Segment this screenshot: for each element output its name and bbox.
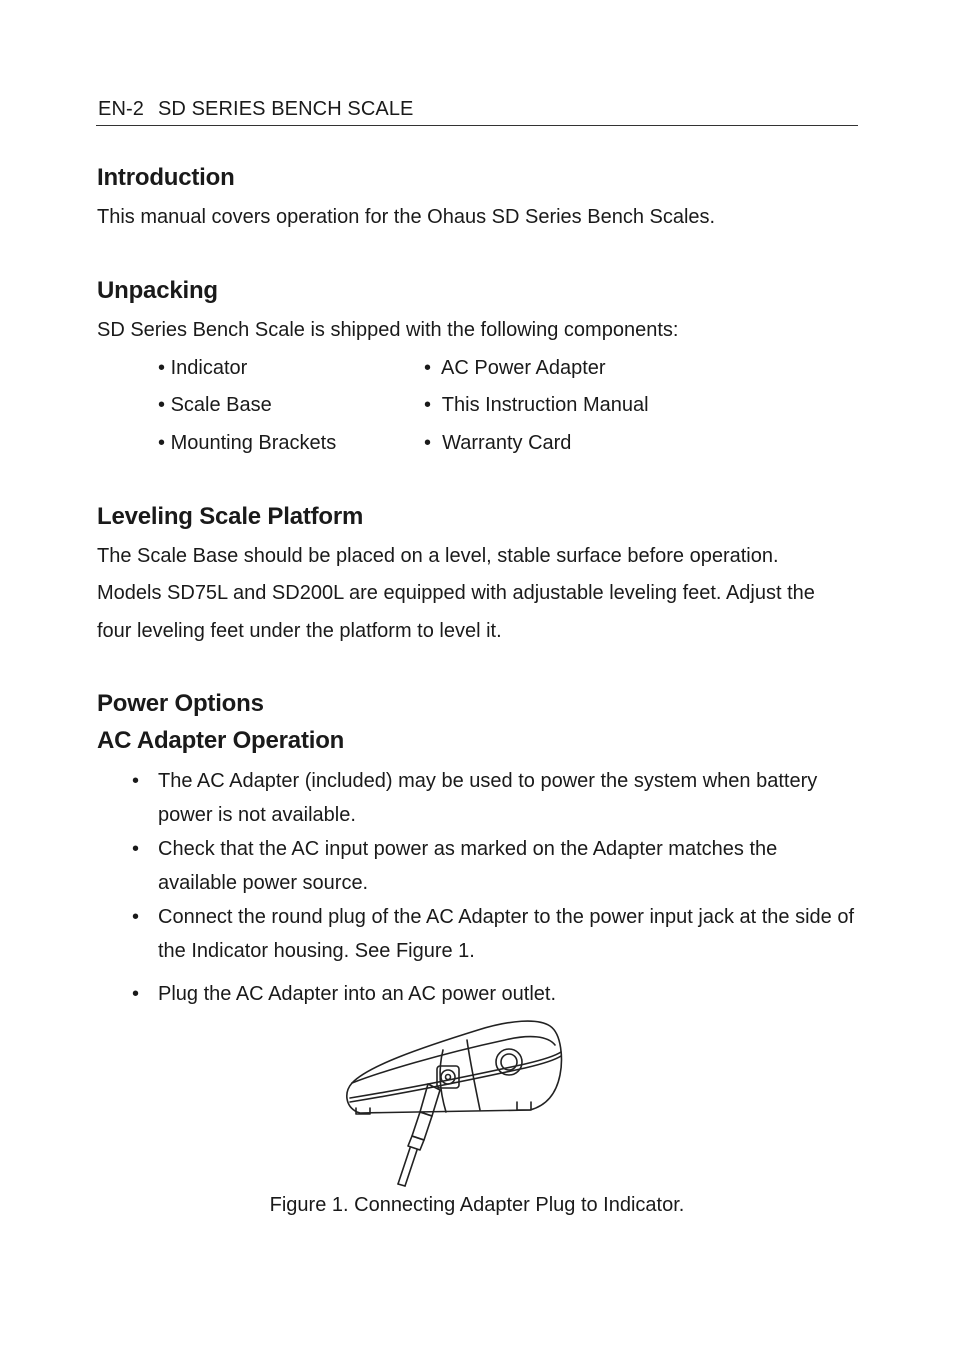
- bullet-text: the Indicator housing. See Figure 1.: [158, 940, 475, 962]
- heading-ac-adapter-operation: AC Adapter Operation: [97, 727, 345, 754]
- heading-unpacking: Unpacking: [97, 277, 218, 304]
- heading-leveling: Leveling Scale Platform: [97, 503, 364, 530]
- bullet: •: [132, 838, 140, 860]
- introduction-text: This manual covers operation for the Ohaus SD Series Bench Scales.: [97, 206, 716, 228]
- leveling-text-line: The Scale Base should be placed on a level, stable surface before operation.: [97, 545, 779, 567]
- leveling-text-line: four leveling feet under the platform to level it.: [97, 620, 502, 642]
- list-item: • Indicator: [158, 357, 248, 379]
- bullet: •: [132, 906, 140, 928]
- unpacking-text: SD Series Bench Scale is shipped with the following components:: [97, 319, 679, 341]
- list-item: • Warranty Card: [424, 432, 572, 454]
- bullet: •: [132, 983, 140, 1005]
- bullet-text: The AC Adapter (included) may be used to power the system when battery: [158, 770, 818, 792]
- bullet-text: power is not available.: [158, 804, 356, 826]
- bullet-text: Connect the round plug of the AC Adapter to the power input jack at the side of: [158, 906, 855, 928]
- list-item: • Scale Base: [158, 394, 272, 416]
- bullet-text: Check that the AC input power as marked on the Adapter matches the: [158, 838, 778, 860]
- page-number: EN-2: [98, 98, 144, 120]
- figure-caption: Figure 1. Connecting Adapter Plug to Indicator.: [269, 1194, 685, 1216]
- bullet-text: available power source.: [158, 872, 369, 894]
- list-item: • AC Power Adapter: [424, 357, 606, 379]
- heading-power-options: Power Options: [97, 690, 264, 717]
- bullet-text: Plug the AC Adapter into an AC power outlet.: [158, 983, 557, 1005]
- page-header: [98, 98, 413, 121]
- heading-introduction: Introduction: [97, 164, 235, 191]
- indicator-with-adapter-plug-illustration: [330, 1012, 580, 1192]
- header-rule: [96, 125, 858, 126]
- list-item: • This Instruction Manual: [424, 394, 649, 416]
- header-title: SD SERIES BENCH SCALE: [157, 98, 414, 120]
- bullet: •: [132, 770, 140, 792]
- leveling-text-line: Models SD75L and SD200L are equipped with adjustable leveling feet. Adjust the: [97, 582, 815, 604]
- list-item: • Mounting Brackets: [158, 432, 337, 454]
